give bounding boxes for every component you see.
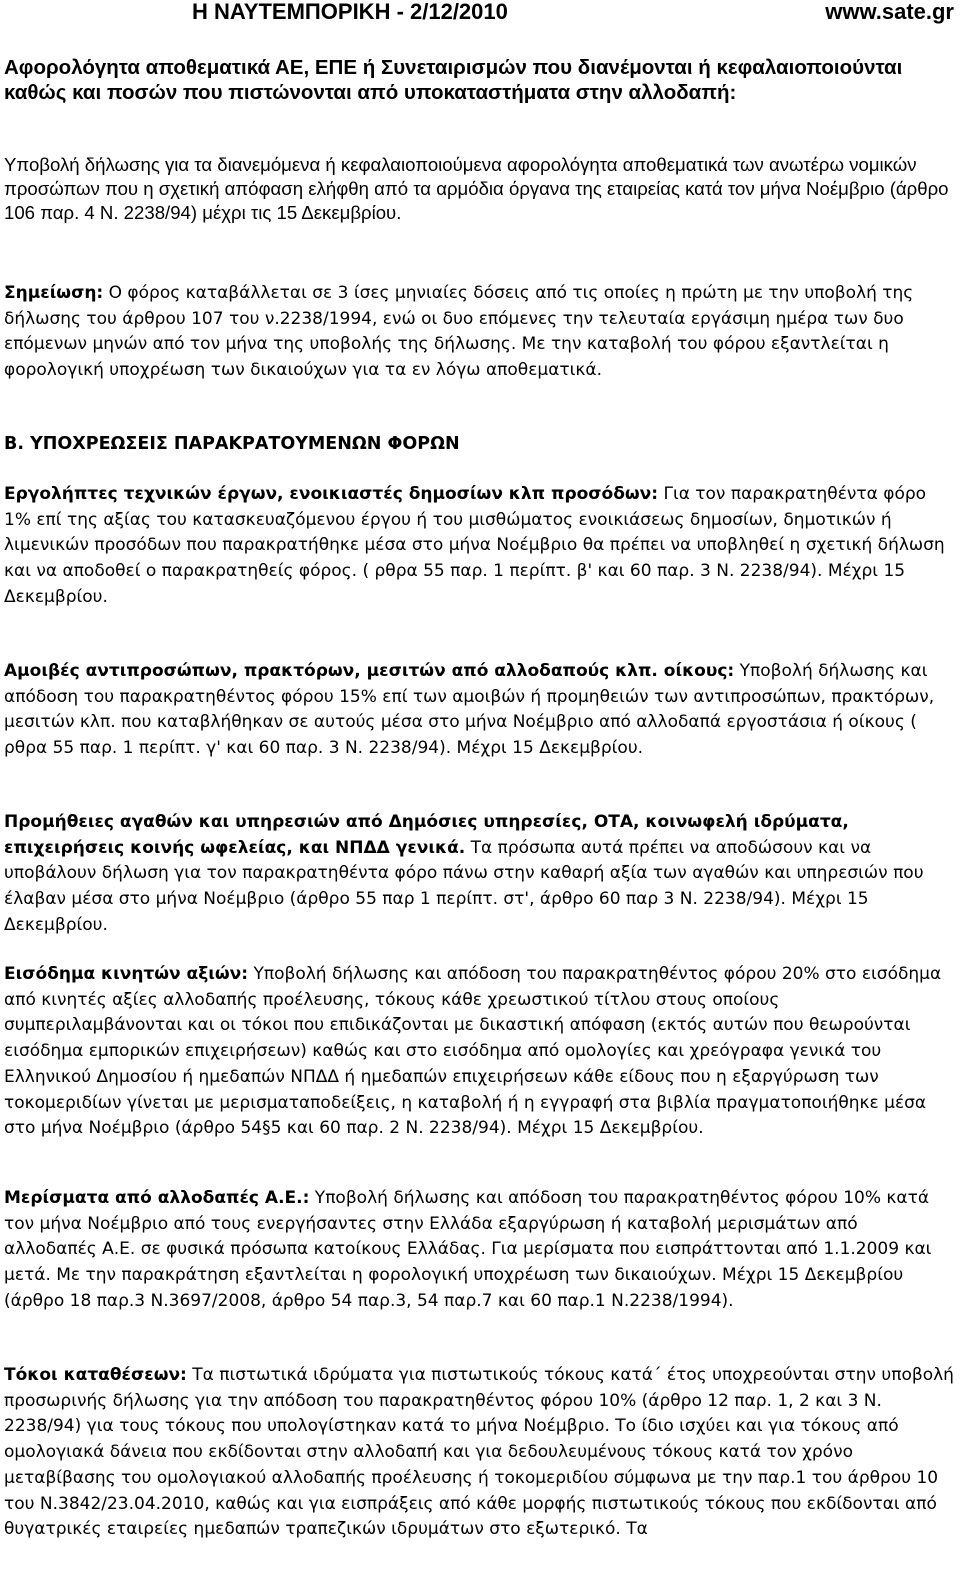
newspaper-title: Η ΝΑΥΤΕΜΠΟΡΙΚΗ - 2/12/2010 xyxy=(192,0,508,24)
securities-income-label: Εισόδημα κινητών αξιών: xyxy=(4,964,249,984)
public-supplies-text: Τα πρόσωπα αυτά πρέπει να αποδώσουν και να υποβάλουν δήλωση για τον παρακρατηθέντα φόρο πάνω στην καθαρή αξία των αγαθών και υπηρεσιών που έλαβαν μέσα στο μήνα Νοέμβριο (άρθρο 55 παρ 1 περίπτ. στ', άρθρο 60 παρ 3 Ν. 2238/94). Μέχρι 15 Δεκεμβρίου. xyxy=(4,837,924,935)
public-supplies-paragraph xyxy=(4,810,954,939)
deposit-interest-text: Τα πιστωτικά ιδρύματα για πιστωτικούς τόκους κατά΄ έτος υποχρεούνται στην υποβολή προσωρινής δήλωσης για την απόδοση του παρακρατηθέντος φόρου 10% (άρθρο 12 παρ. 1, 2 και 3 Ν. 2238/94) για τους τόκους που υπολογίστηκαν κατά το μήνα Νοέμβριο. Το ίδιο ισχύει και για τόκους από ομολογιακά δάνεια που εκδίδονται στην αλλοδαπή και για δεδουλευμένους τόκους κατά τον χρόνο μεταβίβασης του ομολογιακού αλλοδαπής προέλευσης ή τοκομεριδίου σύμφωνα με την παρ.1 του άρθρου 10 του Ν.3842/23.04.2010, καθώς και για εισπράξεις από κάθε μορφής πιστωτικούς τόκους που εκδίδονται από θυγατρικές εταιρείες ημεδαπών τραπεζικών ιδρυμάτων στο εξωτερικό. Τα xyxy=(4,1365,954,1540)
securities-income-paragraph xyxy=(4,962,954,1142)
contractors-paragraph xyxy=(4,482,954,611)
foreign-dividends-text: Υποβολή δήλωσης και απόδοση του παρακρατηθέντος φόρου 10% κατά τον μήνα Νοέμβριο από τους ενεργήσαντες στην Ελλάδα εξαργύρωση ή καταβολή μερισμάτων από αλλοδαπές Α.Ε. σε φυσικά πρόσωπα κατοίκους Ελλάδας. Για μερίσματα που εισπράττονται από 1.1.2009 και μετά. Με την παρακράτηση εξαντλείται η φορολογική υποχρέωση των δικαιούχων. Μέχρι 15 Δεκεμβρίου (άρθρο 18 παρ.3 Ν.3697/2008, άρθρο 54 παρ.3, 54 παρ.7 και 60 παρ.1 Ν.2238/1994). xyxy=(4,1188,932,1311)
section-b-heading: Β. ΥΠΟΧΡΕΩΣΕΙΣ ΠΑΡΑΚΡΑΤΟΥΜΕΝΩΝ ΦΟΡΩΝ xyxy=(4,434,460,454)
agents-text: Υποβολή δήλωσης και απόδοση του παρακρατηθέντος φόρου 15% επί των αμοιβών ή προμηθειών των αντιπροσώπων, πρακτόρων, μεσιτών κλπ. που καταβλήθηκαν σε αυτούς μέσα στο μήνα Νοέμβριο από αλλοδαπά εργοστάσια ή οίκους ( ρθρα 55 παρ. 1 περίπτ. γ' και 60 παρ. 3 Ν. 2238/94). Μέχρι 15 Δεκεμβρίου. xyxy=(4,661,935,759)
contractors-label: Εργολήπτες τεχνικών έργων, ενοικιαστές δημοσίων κλπ προσόδων: xyxy=(4,484,659,504)
securities-income-text: Υποβολή δήλωσης και απόδοση του παρακρατηθέντος φόρου 20% στο εισόδημα από κινητές αξίες αλλοδαπής προέλευσης, τόκους κάθε χρεωστικού τίτλου στους οποίους συμπεριλαμβάνονται και οι τόκοι που επιδικάζονται με δικαστική απόφαση (εκτός αυτών που θεωρούνται εισόδημα εμπορικών επιχειρήσεων) καθώς και στο εισόδημα από ομολογίες και χρεόγραφα γενικά του Ελληνικού Δημοσίου ή ημεδαπών ΝΠΔΔ ή ημεδαπών επιχειρήσεων κάθε είδους που η εξαργύρωση των τοκομεριδίων γίνεται με μερισματαποδείξεις, η καταβολή ή η εγγραφή στα βιβλία πραγματοποιήθηκε μέσα στο μήνα Νοέμβριο (άρθρο 54§5 και 60 παρ. 2 Ν. 2238/94). Μέχρι 15 Δεκεμβρίου. xyxy=(4,964,942,1139)
foreign-dividends-paragraph xyxy=(4,1186,954,1315)
section1-text: Υποβολή δήλωσης για τα διανεμόμενα ή κεφαλαιοποιούμενα αφορολόγητα αποθεματικά των ανωτέρω νομικών προσώπων που η σχετική απόφαση ελήφθη από τα αρμόδια όργανα της εταιρείας κατά τον μήνα Νοέμβριο (άρθρο 106 παρ. 4 Ν. 2238/94) μέχρι τις 15 Δεκεμβρίου. xyxy=(4,154,949,223)
site-url[interactable]: www.sate.gr xyxy=(825,0,954,24)
public-supplies-label: Προμήθειες αγαθών και υπηρεσιών από Δημόσιες υπηρεσίες, ΟΤΑ, κοινωφελή ιδρύματα, επιχειρήσεις κοινής ωφελείας, και ΝΠΔΔ γενικά. xyxy=(4,812,849,858)
agents-label: Αμοιβές αντιπροσώπων, πρακτόρων, μεσιτών από αλλοδαπούς κλπ. οίκους: xyxy=(4,661,735,681)
note-paragraph xyxy=(4,281,954,384)
deposit-interest-label: Τόκοι καταθέσεων: xyxy=(4,1365,187,1385)
deposit-interest-paragraph xyxy=(4,1363,954,1543)
agents-paragraph xyxy=(4,659,954,762)
contractors-text: Για τον παρακρατηθέντα φόρο 1% επί της αξίας του κατασκευαζόμενου έργου ή του μισθώματος ενοικιάσεως δημοσίων, δημοτικών ή λιμενικών προσόδων που παρακρατήθηκε μέσα στο μήνα Νοέμβριο θα πρέπει να υποβληθεί η σχετική δήλωση και να αποδοθεί ο παρακρατηθείς φόρος. ( ρθρα 55 παρ. 1 περίπτ. β' και 60 παρ. 3 Ν. 2238/94). Μέχρι 15 Δεκεμβρίου. xyxy=(4,484,945,607)
note-text: Ο φόρος καταβάλλεται σε 3 ίσες μηνιαίες δόσεις από τις οποίες η πρώτη με την υποβολή της δήλωσης του άρθρου 107 του ν.2238/1994, ενώ οι δυο επόμενες την τελευταία εργάσιμη ημέρα των δυο επόμενων μηνών από τον μήνα της υποβολής της δήλωσης. Με την καταβολή του φόρου εξαντλείται η φορολογική υποχρέωση των δικαιούχων για τα εν λόγω αποθεματικά. xyxy=(4,283,914,381)
page-header xyxy=(0,0,960,24)
note-label: Σημείωση: xyxy=(4,283,104,303)
section1-heading: Αφορολόγητα αποθεματικά ΑΕ, ΕΠΕ ή Συνεταιρισμών που διανέμονται ή κεφαλαιοποιούνται καθώς και ποσών που πιστώνονται από υποκαταστήματα στην αλλοδαπή: xyxy=(4,56,903,104)
foreign-dividends-label: Μερίσματα από αλλοδαπές Α.Ε.: xyxy=(4,1188,310,1208)
